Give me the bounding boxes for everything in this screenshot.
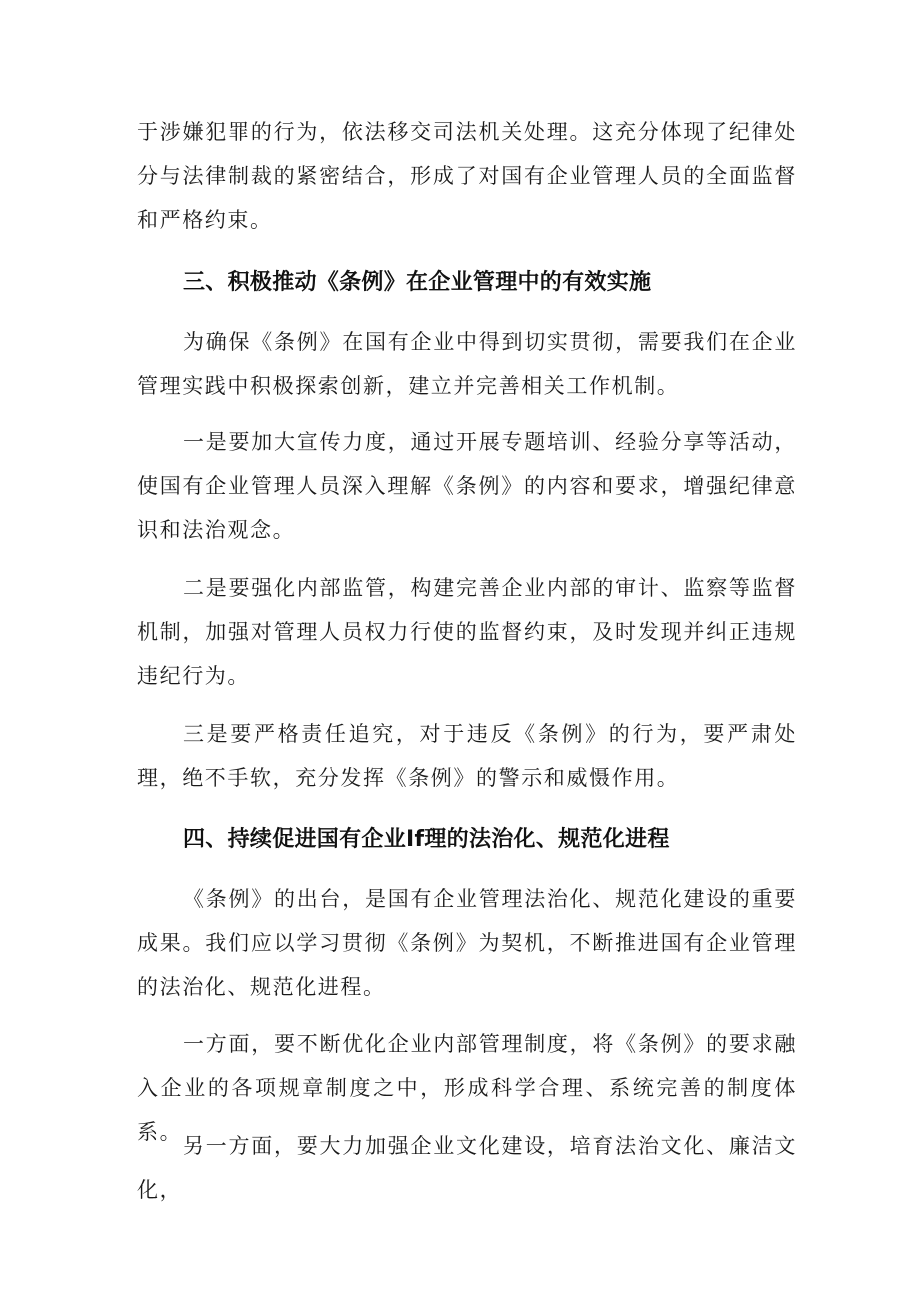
- paragraph-intro-rule-of-law: 《条例》的出台，是国有企业管理法治化、规范化建设的重要成果。我们应以学习贯彻《条例》为契机，不断推进国有企业管理的法治化、规范化进程。: [137, 887, 797, 999]
- paragraph-continuation: 于涉嫌犯罪的行为，依法移交司法机关处理。这充分体现了纪律处分与法律制裁的紧密结合，形成了对国有企业管理人员的全面监督和严格约束。: [137, 120, 797, 232]
- paragraph-intro-implementation: 为确保《条例》在国有企业中得到切实贯彻，需要我们在企业管理实践中积极探索创新，建立并完善相关工作机制。: [137, 330, 797, 398]
- paragraph-on-other-hand: 另一方面，要大力加强企业文化建设，培育法治文化、廉洁文化，: [137, 1134, 797, 1202]
- paragraph-on-one-hand: 一方面，要不断优化企业内部管理制度，将《条例》的要求融入企业的各项规章制度之中，形成科学合理、系统完善的制度体系。: [137, 1032, 797, 1144]
- paragraph-point-three: 三是要严格责任追究，对于违反《条例》的行为，要严肃处理，绝不手软，充分发挥《条例》的警示和威慑作用。: [137, 722, 797, 790]
- paragraph-point-two: 二是要强化内部监管，构建完善企业内部的审计、监察等监督机制，加强对管理人员权力行使的监督约束，及时发现并纠正违规违纪行为。: [137, 576, 797, 688]
- section-heading-3: 三、积极推动《条例》在企业管理中的有效实施: [183, 270, 652, 295]
- section-heading-4: 四、持续促进国有企业If理的法治化、规范化进程: [183, 827, 670, 852]
- paragraph-point-one: 一是要加大宣传力度，通过开展专题培训、经验分享等活动，使国有企业管理人员深入理解《条例》的内容和要求，增强纪律意识和法治观念。: [137, 430, 797, 542]
